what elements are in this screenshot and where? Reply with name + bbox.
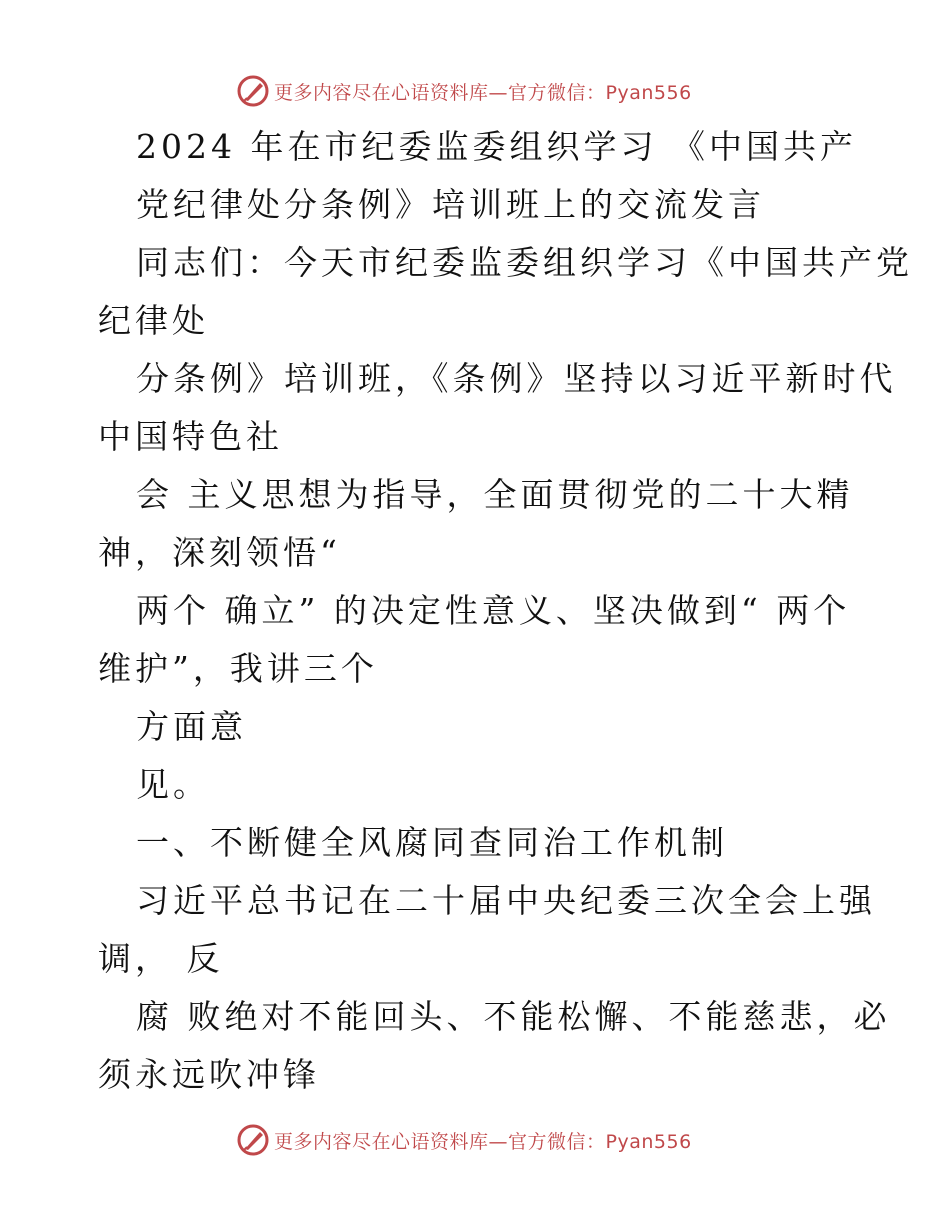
text-line: 见。 [136, 765, 210, 804]
text-line: 习近平总书记在二十届中央纪委三次全会上强 [136, 881, 876, 920]
text-line: 党纪律处分条例》培训班上的交流发言 [136, 185, 765, 224]
text-line: 一、不断健全风腐同查同治工作机制 [136, 823, 728, 862]
text-line: 方面意 [136, 707, 247, 746]
footer-watermark [236, 1122, 692, 1158]
text-line: 纪律处 [98, 301, 209, 340]
text-line: 维护”，我讲三个 [98, 649, 378, 688]
text-line: 神，深刻领悟“ [98, 533, 341, 572]
text-line: 须永远吹冲锋 [98, 1055, 320, 1094]
text-line: 调， 反 [98, 939, 224, 978]
text-line: 中国特色社 [98, 417, 283, 456]
quill-logo-icon [236, 74, 270, 108]
text-line: 会 主义思想为指导，全面贯彻党的二十大精 [136, 475, 854, 514]
header-watermark [236, 73, 692, 109]
watermark-text: 更多内容尽在心语资料库—官方微信：Pyan556 [274, 81, 692, 104]
text-line: 两个 确立” 的决定性意义、坚决做到“ 两个 [136, 591, 851, 630]
watermark-text: 更多内容尽在心语资料库—官方微信：Pyan556 [274, 1130, 692, 1153]
text-line: 2024 年在市纪委监委组织学习 《中国共产 [136, 127, 857, 166]
text-line: 同志们：今天市纪委监委组织学习《中国共产党 [136, 243, 913, 282]
quill-logo-icon [236, 1123, 270, 1157]
document-body [98, 118, 913, 1104]
text-line: 腐 败绝对不能回头、不能松懈、不能慈悲，必 [136, 997, 891, 1036]
text-line: 分条例》培训班，《条例》坚持以习近平新时代 [136, 359, 897, 398]
